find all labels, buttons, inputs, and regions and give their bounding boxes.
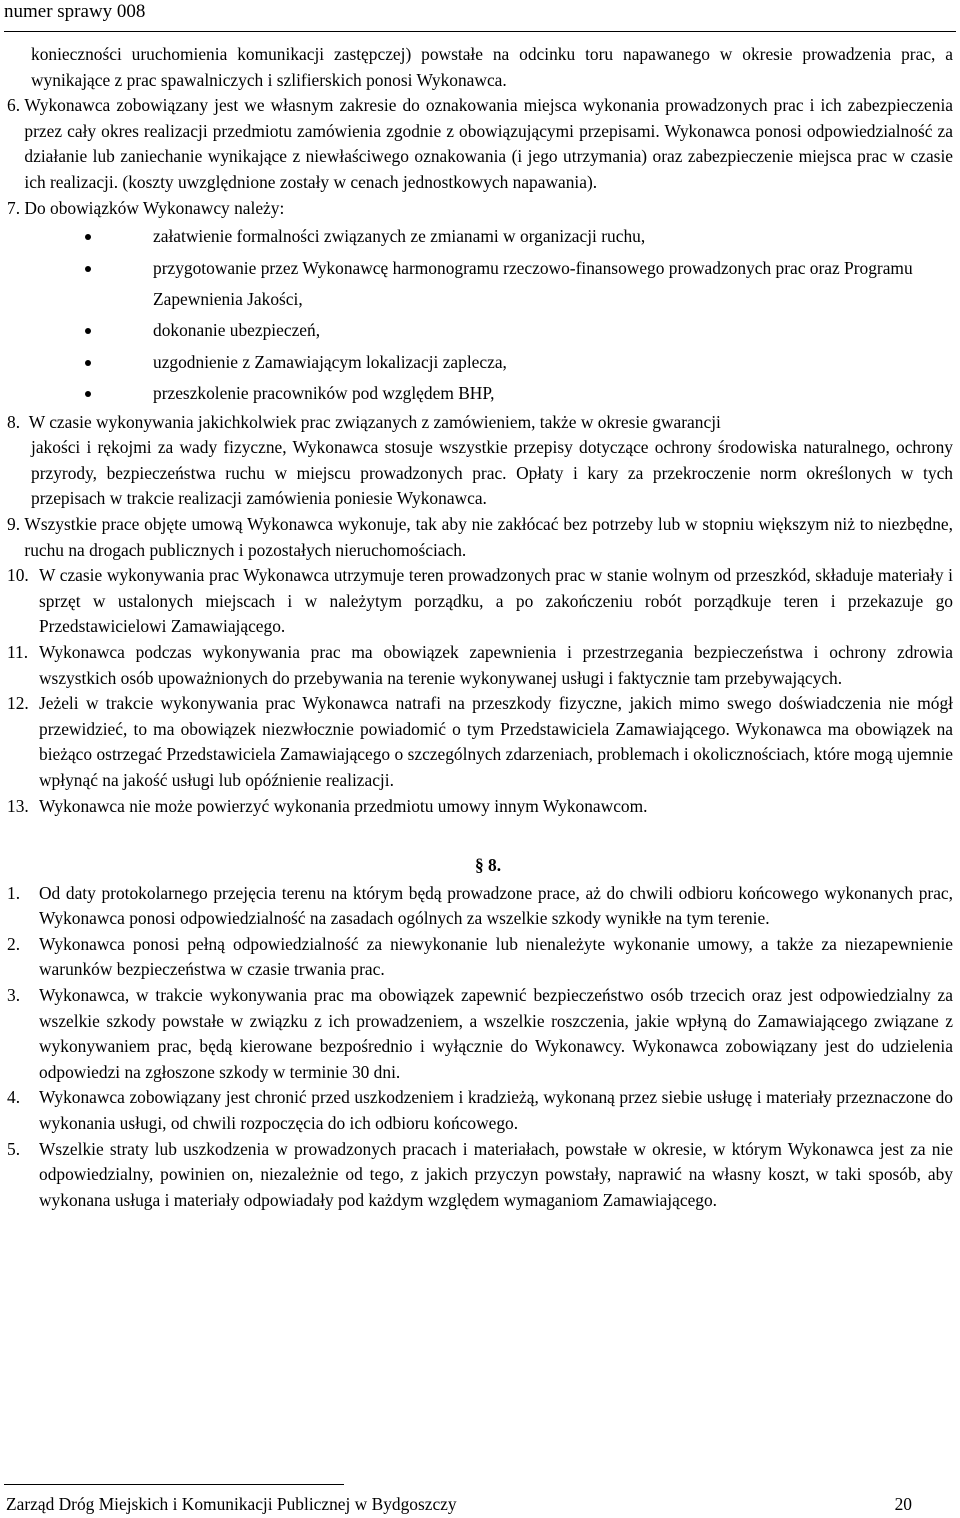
- item-text: Wszelkie straty lub uszkodzenia w prowadzonych pracach i materiałach, powstałe w okresie, w którym Wykonawca jest za nie odpowiedzialny, powinien on, niezależnie od tego, z jakich przyczyn powstały, naprawić na własny koszt, w taki sposób, aby wykonana usługa i materiały odpowiadały pod każdym względem wymaganiom Zamawiającego.: [39, 1138, 953, 1210]
- section-heading: § 8.: [474, 855, 502, 876]
- item-number: 13.: [7, 795, 29, 816]
- list-item-6: [7, 93, 953, 195]
- item-number: 1.: [7, 882, 21, 903]
- list-item-11: [7, 640, 953, 691]
- list-item-7: [7, 196, 953, 222]
- item-number: 4.: [7, 1087, 21, 1108]
- item-number: 12.: [7, 693, 29, 714]
- item-number: 5.: [7, 1138, 21, 1159]
- bullet-icon: [85, 266, 91, 272]
- list-item-10: [7, 563, 953, 640]
- header-divider: [4, 31, 956, 32]
- duty-item: przeszkolenie pracowników pod względem BHP,: [7, 378, 953, 409]
- list-item-13: [7, 794, 953, 820]
- item-text: Wykonawca ponosi pełną odpowiedzialność za niewykonanie lub nienależyte wykonanie umowy, a także za niezapewnienie warunków bezpieczeństwa w czasie trwania prac.: [39, 933, 953, 980]
- bullet-icon: [85, 391, 91, 397]
- bullet-icon: [85, 360, 91, 366]
- list-item-9: [7, 512, 953, 563]
- footer-institution: Zarząd Dróg Miejskich i Komunikacji Publicznej w Bydgoszczy: [6, 1494, 457, 1514]
- page-number: 20: [894, 1494, 912, 1514]
- list-item-12: [7, 691, 953, 793]
- item-number: 7.: [7, 197, 21, 218]
- item-text: Wykonawca podczas wykonywania prac ma obowiązek zapewnienia i przestrzegania bezpieczeństwa i ochrony zdrowia wszystkich osób upoważnionych do przebywania na terenie wykonywanej usługi i faktycznie tam przebywających.: [39, 641, 953, 688]
- item-text: W czasie wykonywania jakichkolwiek prac związanych z zamówieniem, także w okresie gwarancji: [28, 411, 721, 432]
- item-number: 2.: [7, 933, 21, 954]
- item-number: 8.: [7, 411, 21, 432]
- section-item-5: [7, 1137, 953, 1214]
- continuation-paragraph: konieczności uruchomienia komunikacji zastępczej) powstałe na odcinku toru napawanego w okresie prowadzenia prac, a wynikające z prac spawalniczych i szlifierskich ponosi Wykonawca.: [31, 44, 953, 90]
- item-number: 9.: [7, 513, 21, 534]
- duties-list: [7, 221, 953, 409]
- item-text: Do obowiązków Wykonawcy należy:: [24, 197, 285, 218]
- item-text: Wykonawca nie może powierzyć wykonania przedmiotu umowy innym Wykonawcom.: [39, 795, 648, 816]
- item-number: 3.: [7, 985, 21, 1006]
- item-text: Wykonawca, w trakcie wykonywania prac ma obowiązek zapewnić bezpieczeństwo osób trzecich oraz jest odpowiedzialny za wszelkie szkody powstałe w związku z ich prowadzeniem, a wszelkie roszczenia, jakie wpłyną do Zamawiającego związane z wykonywaniem prac, będą kierowane bezpośrednio i wyłącznie do Wykonawcy. Wykonawca zobowiązany jest do udzielenia odpowiedzi na zgłoszone szkody w terminie 30 dni.: [39, 985, 953, 1082]
- item-text: Wszystkie prace objęte umową Wykonawca wykonuje, tak aby nie zakłócać bez potrzeby lub w stopniu większym niż to niezbędne, ruchu na drogach publicznych i pozostałych nieruchomościach.: [24, 513, 953, 560]
- duty-item: przygotowanie przez Wykonawcę harmonogramu rzeczowo-finansowego prowadzonych prac oraz Programu Zapewnienia Jakości,: [7, 253, 953, 316]
- item-number: 6.: [7, 95, 21, 116]
- footer-divider: [4, 1484, 344, 1485]
- bullet-icon: [85, 328, 91, 334]
- section-item-1: [7, 881, 953, 932]
- item-text: Wykonawca zobowiązany jest chronić przed uszkodzeniem i kradzieżą, wykonaną przez siebie usługę i materiały przeznaczone do wykonania usługi, od chwili rozpoczęcia do ich odbioru końcowego.: [39, 1087, 953, 1134]
- item-number: 11.: [7, 641, 29, 662]
- section-item-3: [7, 983, 953, 1085]
- bullet-icon: [85, 234, 91, 240]
- section-item-4: [7, 1085, 953, 1136]
- item-text: W czasie wykonywania prac Wykonawca utrzymuje teren prowadzonych prac w stanie wolnym od przeszkód, składuje materiały i sprzęt w ustalonych miejscach i w należytym porządku, a po zakończeniu robót porządkuje teren i przekazuje go Przedstawicielowi Zamawiającego.: [39, 565, 953, 637]
- document-header: numer sprawy 008: [4, 1, 146, 22]
- item-text: Jeżeli w trakcie wykonywania prac Wykonawca natrafi na przeszkody fizyczne, jakich mimo swego doświadczenia nie mógł przewidzieć, to ma obowiązek niezwłocznie powiadomić o tym Przedstawiciela Zamawiającego. Wykonawca ma obowiązek na bieżąco ostrzegać Przedstawiciela Zamawiającego o szczególnych zdarzeniach, problemach i okolicznościach, które mogą ujemnie wpłynąć na jakość usługi lub opóźnienie realizacji.: [39, 693, 953, 790]
- list-item-8-first: [7, 410, 953, 436]
- document-body: [7, 42, 953, 1213]
- list-item-8-rest: jakości i rękojmi za wady fizyczne, Wykonawca stosuje wszystkie przepisy dotyczące ochrony środowiska naturalnego, ochrony przyrody, bezpieczeństwa ruchu w miejscu prowadzonych prac. Opłaty i kary za przekroczenie norm określonych w tych przepisach w trakcie realizacji zamówienia poniesie Wykonawca.: [31, 437, 953, 509]
- section-item-2: [7, 932, 953, 983]
- item-number: 10.: [7, 565, 29, 586]
- item-text: Wykonawca zobowiązany jest we własnym zakresie do oznakowania miejsca wykonania prowadzonych prac i ich zabezpieczenia przez cały okres realizacji przedmiotu zamówienia zgodnie z obowiązującymi przepisami. Wykonawca ponosi odpowiedzialność za działanie lub zaniechanie wynikające z niewłaściwego oznakowania (i jego utrzymania) oraz zabezpieczenie miejsca prac w czasie ich realizacji. (koszty uwzględnione zostały w cenach jednostkowych napawania).: [24, 95, 953, 192]
- duty-item: uzgodnienie z Zamawiającym lokalizacji zaplecza,: [7, 347, 953, 378]
- item-text: Od daty protokolarnego przejęcia terenu na którym będą prowadzone prace, aż do chwili odbioru końcowego wykonanych prac, Wykonawca ponosi odpowiedzialność na zasadach ogólnych za wszelkie szkody wynikłe na tym terenie.: [39, 882, 953, 929]
- duty-item: załatwienie formalności związanych ze zmianami w organizacji ruchu,: [7, 221, 953, 252]
- duty-item: dokonanie ubezpieczeń,: [7, 315, 953, 346]
